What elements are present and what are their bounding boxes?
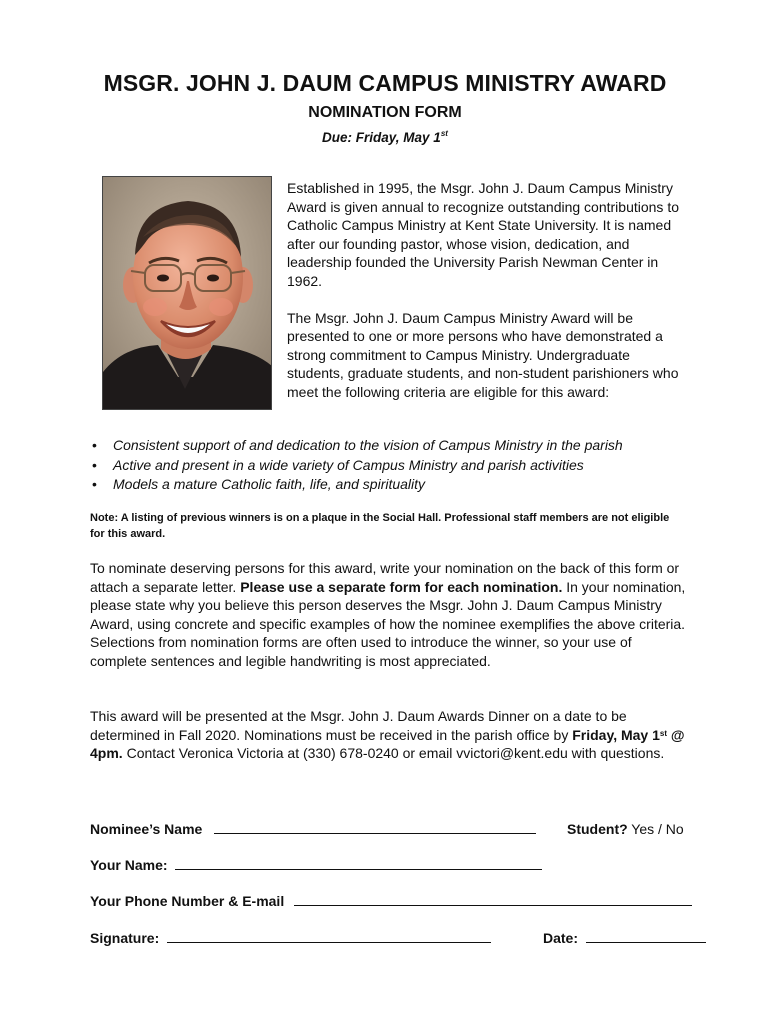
award-history-paragraph: Established in 1995, the Msgr. John J. Daum Campus Ministry Award is given annual to recognize outstanding contributions to Catholic Campus Ministry at Kent State University. It is named after our founding pastor, whose vision, dedication, and leadership founded the University Parish Newman Center in 1962. (287, 180, 679, 289)
signature-label: Signature: (90, 930, 160, 946)
contact-text: Contact Veronica Victoria at (330) 678-0240 or email vvictori@kent.edu with questions. (122, 745, 665, 762)
student-options[interactable]: Yes / No (631, 821, 684, 837)
phone-email-input-line[interactable] (294, 893, 692, 906)
form-subtitle: NOMINATION FORM (308, 104, 462, 121)
eligibility-note: Note: A listing of previous winners is on a plaque in the Social Hall. Professional staff members are not eligible for this award. (90, 512, 670, 540)
date-label: Date: (543, 930, 579, 946)
nominee-name-label: Nominee’s Name (90, 821, 203, 837)
date-field (543, 929, 706, 947)
signature-field (90, 929, 491, 947)
criteria-text: Consistent support of and dedication to the vision of Campus Ministry in the parish (113, 437, 623, 453)
deadline-date: Friday, May 1 (572, 726, 660, 743)
due-date-text: Due: Friday, May 1 (322, 130, 441, 145)
instructions-emphasis: Please use a separate form for each nomination. (240, 578, 563, 595)
criteria-text: Active and present in a wide variety of Campus Ministry and parish activities (113, 456, 584, 473)
nominee-name-field (90, 820, 536, 838)
your-name-label: Your Name: (90, 857, 168, 873)
page-title: MSGR. JOHN J. DAUM CAMPUS MINISTRY AWARD (103, 70, 667, 96)
criteria-list (90, 436, 730, 495)
your-name-input-line[interactable] (175, 857, 542, 870)
criteria-text: Models a mature Catholic faith, life, and spirituality (113, 476, 426, 492)
list-item (90, 475, 730, 495)
student-status-field (567, 820, 684, 838)
award-eligibility-paragraph: The Msgr. John J. Daum Campus Ministry Award will be presented to one or more persons who have demonstrated a strong commitment to Campus Ministry. Undergraduate students, graduate students, and non-student parishioners who meet the following criteria are eligible for this award: (287, 309, 679, 400)
due-date (0, 130, 770, 145)
signature-input-line[interactable] (167, 930, 491, 943)
list-item (90, 436, 730, 456)
your-name-field (90, 856, 542, 874)
bullet-icon: • (92, 437, 97, 453)
phone-email-field (90, 892, 692, 910)
portrait-photo (102, 176, 272, 410)
award-description (287, 179, 687, 402)
nominee-name-input-line[interactable] (214, 821, 536, 834)
dinner-information (90, 707, 690, 763)
date-input-line[interactable] (586, 930, 706, 943)
bullet-icon: • (92, 456, 97, 473)
due-date-suffix: st (440, 129, 448, 138)
nomination-instructions (90, 559, 690, 671)
student-label: Student? (567, 821, 628, 837)
list-item (90, 456, 730, 476)
instructions-text: To nominate deserving persons for this award, write your nomination on the back of this form or attach a separate letter. (90, 560, 680, 595)
instructions-text-cont: In your nomination, please state why you believe this person deserves the Msgr. John J. Daum Campus Ministry Award, using concrete and specific examples of how the nominee exemplifies the above criteria. Selections from nomination forms are often used to introduce the winner, so your use of complete sentences and legible handwriting is most appreciated. (90, 578, 686, 669)
deadline-time: @ 4pm. (90, 726, 685, 762)
bullet-icon: • (92, 476, 97, 492)
deadline-date-suffix: st (659, 728, 668, 738)
portrait-photo-icon (103, 177, 272, 410)
dinner-text: This award will be presented at the Msgr. John J. Daum Awards Dinner on a date to be determined in Fall 2020. Nominations must be received in the parish office by (90, 708, 627, 743)
phone-email-label: Your Phone Number & E-mail (90, 893, 285, 909)
